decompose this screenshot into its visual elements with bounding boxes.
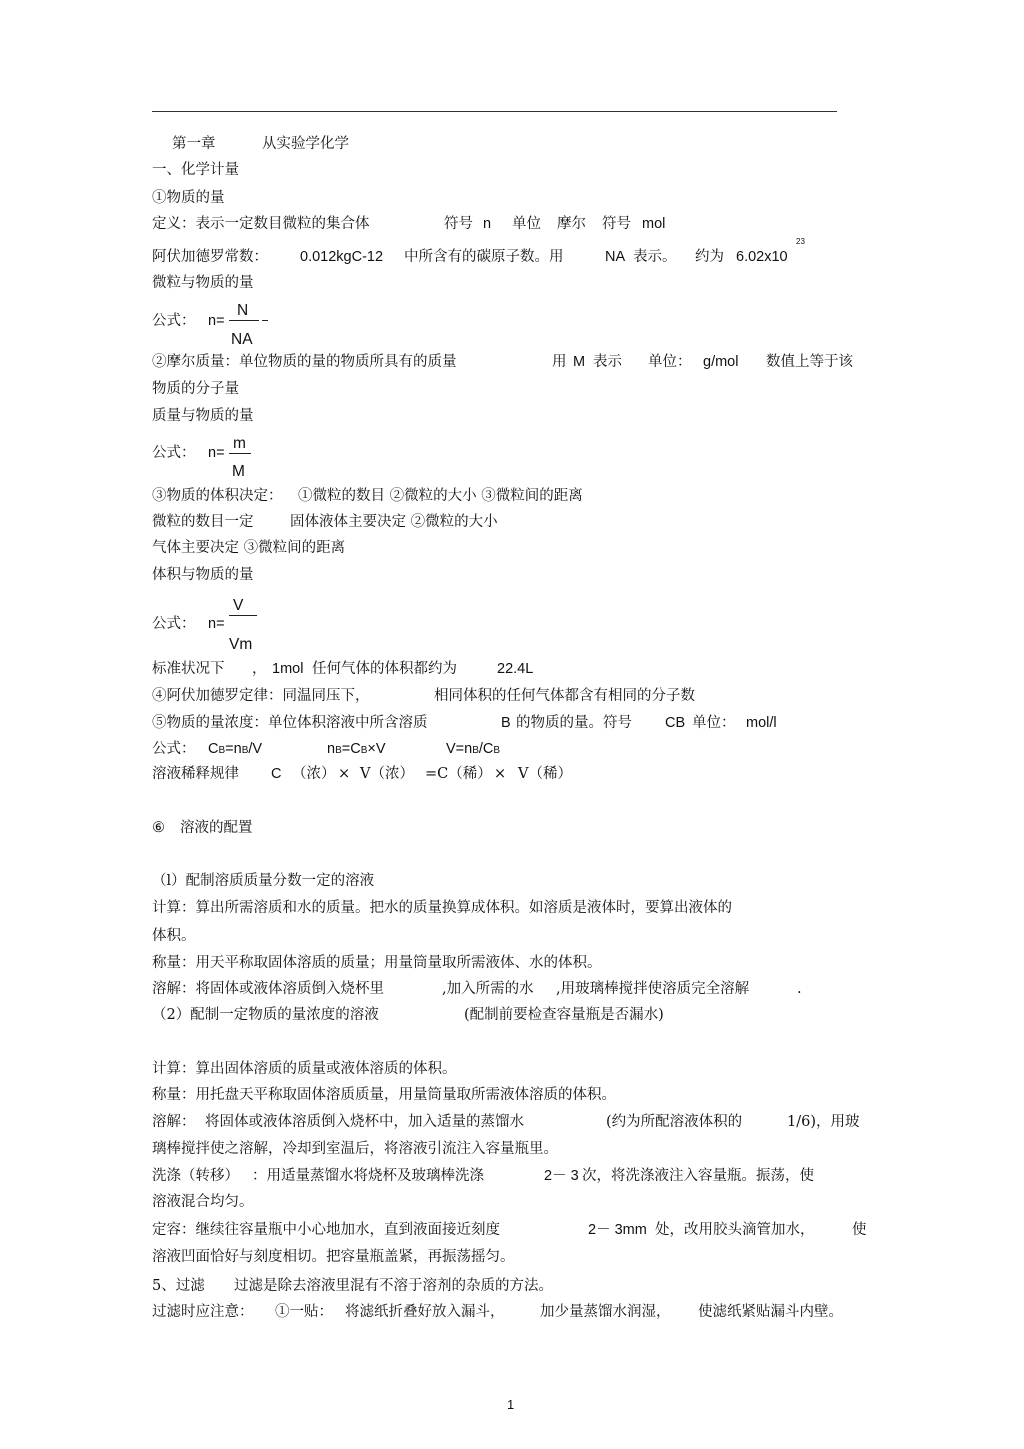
item-title: 溶液的配置	[180, 820, 253, 836]
fix-desc: 定容：继续往容量瓶中小心地加水，直到液面接近刻度	[152, 1222, 500, 1238]
n-sub: B	[335, 745, 342, 756]
n-symbol: n	[327, 741, 336, 757]
formula-label: 公式：	[152, 445, 196, 461]
item-number: ⑥	[152, 820, 165, 836]
page-number: 1	[507, 1397, 515, 1412]
volume-fixed: 微粒的数目一定	[152, 514, 254, 530]
volume-factors: ①微粒的数目 ②微粒的大小 ③微粒间的距离	[298, 488, 583, 504]
formula-label: 公式：	[152, 616, 196, 632]
molar-symbol: M	[573, 354, 586, 370]
div-v: /V	[248, 741, 263, 757]
std-desc: 任何气体的体积都约为	[312, 661, 457, 677]
n-sub: B	[241, 745, 249, 756]
dissolve-1-b: ,加入所需的水	[442, 981, 534, 997]
dissolve-1-d: .	[797, 981, 802, 997]
filtration-stick: 使滤纸紧贴漏斗内壁。	[698, 1304, 843, 1320]
filtration-wet: 加少量蒸馏水润湿，	[540, 1304, 671, 1320]
std-volume: 22.4L	[497, 661, 534, 677]
wash-desc-end: 次，将洗涤液注入容量瓶。振荡，使	[582, 1168, 814, 1184]
std-label: 标准状况下	[152, 661, 225, 677]
unit-symbol-value: mol	[642, 216, 666, 232]
filtration-one-stick: ①一贴：	[275, 1304, 333, 1320]
na-symbol: NA	[605, 249, 626, 265]
dilution-v-dilute: V（稀）	[518, 766, 572, 782]
c-symbol: C	[208, 741, 219, 757]
calc-1: 计算：算出所需溶质和水的质量。把水的质量换算成体积。如溶质是液体时，要算出液体的	[152, 900, 732, 916]
item-amount-of-substance: ①物质的量	[152, 190, 225, 206]
unit-label: 单位	[512, 216, 541, 232]
filtration-note-label: 过滤时应注意：	[152, 1304, 254, 1320]
dissolve-2-c: (约为所配溶液体积的	[606, 1114, 743, 1130]
eq-n: =n	[225, 741, 242, 757]
times-v: ×V	[367, 741, 386, 757]
dissolve-1-a: 溶解：将固体或液体溶质倒入烧杯里	[152, 981, 384, 997]
formula-lhs: n=	[208, 313, 225, 329]
formula-n-part	[327, 740, 386, 760]
law-text: 相同体积的任何气体都含有相同的分子数	[434, 688, 695, 704]
filtration-label: 5、过滤	[152, 1278, 205, 1294]
volume-solid-liquid: 固体液体主要决定 ②微粒的大小	[290, 514, 498, 530]
conc-unit-label: 单位：	[692, 715, 736, 731]
formula-c-part	[208, 740, 262, 760]
unit-symbol-label: 符号	[602, 216, 631, 232]
formula-v-part	[446, 740, 500, 760]
volume-line-3: 气体主要决定 ③微粒间的距离	[152, 540, 346, 556]
fix-desc-2: 处，改用胶头滴管加水，	[655, 1222, 815, 1238]
avogadro-exponent: 23	[796, 237, 805, 246]
dilution-c-dilute: =C（稀）	[425, 766, 492, 782]
dilution-label: 溶液稀释规律	[152, 766, 239, 782]
formula-3-numerator: V	[233, 597, 244, 614]
definition-text: 定义：表示一定数目微粒的集合体	[152, 216, 370, 232]
formula-label: 公式：	[152, 313, 196, 329]
dilution-conc: （浓）	[292, 766, 336, 782]
avogadro-label: 阿伏加德罗常数：	[152, 249, 268, 265]
formula-1-bar	[229, 320, 259, 321]
std-comma: ，	[252, 661, 267, 677]
particles-relation: 微粒与物质的量	[152, 275, 254, 291]
formula-lhs: n=	[208, 445, 225, 461]
chapter-label: 第一章	[172, 136, 216, 152]
symbol-value: n	[483, 216, 492, 232]
calc-1-cont: 体积。	[152, 928, 196, 944]
dilution-times-2: ×	[494, 766, 507, 782]
dissolve-2-cont: 璃棒搅拌使之溶解，冷却到室温后，将溶液引流注入容量瓶里。	[152, 1141, 558, 1157]
carbon-mass: 0.012kgC-12	[300, 249, 384, 265]
wash-label: 洗涤（转移）	[152, 1168, 239, 1184]
molar-use: 用	[552, 354, 567, 370]
c-sub: B	[360, 745, 368, 756]
dissolve-2-a: 溶解：	[152, 1114, 196, 1130]
law-label: ④阿伏加德罗定律：同温同压下，	[152, 688, 370, 704]
formula-label: 公式：	[152, 741, 196, 757]
wash-times: 2－ 3	[544, 1168, 579, 1184]
formula-2-denominator: M	[232, 463, 245, 480]
formula-1-numerator: N	[237, 302, 249, 319]
weigh-1: 称量：用天平称取固体溶质的质量；用量筒量取所需液体、水的体积。	[152, 955, 602, 971]
v-eq-n: V=n	[446, 741, 473, 757]
mass-relation: 质量与物质的量	[152, 408, 254, 424]
wash-line-2: 溶液混合均匀。	[152, 1194, 254, 1210]
dissolve-2-b: 将固体或液体溶质倒入烧杯中，加入适量的蒸馏水	[205, 1114, 524, 1130]
fix-desc-3: 使	[852, 1222, 867, 1238]
calc-2: 计算：算出固体溶质的质量或液体溶质的体积。	[152, 1061, 457, 1077]
chapter-title: 从实验学化学	[262, 136, 349, 152]
dissolve-2-d: 1/6)，用玻	[787, 1114, 860, 1130]
avogadro-desc: 中所含有的碳原子数。用	[404, 249, 564, 265]
wash-desc: ：用适量蒸馏水将烧杯及玻璃棒洗涤	[252, 1168, 484, 1184]
molar-note: 数值上等于该	[766, 354, 853, 370]
part-2-note: (配制前要检查容量瓶是否漏水)	[464, 1007, 664, 1023]
formula-3-denominator: Vm	[229, 636, 253, 653]
formula-2-numerator: m	[233, 435, 246, 452]
molar-unit-label: 单位：	[648, 354, 692, 370]
dilution-c: C	[271, 766, 282, 782]
formula-1-denominator: NA	[231, 331, 253, 348]
c-sub: B	[218, 745, 226, 756]
formula-3-bar	[229, 615, 257, 616]
filtration-fold: 将滤纸折叠好放入漏斗，	[345, 1304, 505, 1320]
dissolve-1-c: ,用玻璃棒搅拌使溶质完全溶解	[556, 981, 750, 997]
avogadro-desc-end: 表示。	[633, 249, 677, 265]
conc-unit: mol/l	[746, 715, 777, 731]
volume-label: ③物质的体积决定：	[152, 488, 283, 504]
part-1-heading: （l）配制溶质质量分数一定的溶液	[152, 873, 375, 889]
approx-label: 约为	[695, 249, 724, 265]
div-c: /C	[478, 741, 494, 757]
formula-lhs: n=	[208, 616, 225, 632]
filtration-def: 过滤是除去溶液里混有不溶于溶剂的杂质的方法。	[234, 1278, 553, 1294]
fix-distance: 2－ 3mm	[588, 1222, 647, 1238]
unit-value: 摩尔	[557, 216, 586, 232]
dilution-times: ×	[338, 766, 351, 782]
volume-relation: 体积与物质的量	[152, 567, 254, 583]
section-heading: 一、化学计量	[152, 162, 239, 178]
molar-express: 表示	[593, 354, 622, 370]
molar-mass-line-2: 物质的分子量	[152, 381, 239, 397]
conc-b: B	[501, 715, 511, 731]
formula-1-bar-tail	[262, 320, 268, 321]
fix-volume-line-2: 溶液凹面恰好与刻度相切。把容量瓶盖紧，再振荡摇匀。	[152, 1249, 515, 1265]
symbol-label: 符号	[444, 216, 473, 232]
avogadro-value: 6.02x10	[736, 249, 788, 265]
molar-mass-def: ②摩尔质量：单位物质的量的物质所具有的质量	[152, 354, 457, 370]
weigh-2: 称量：用托盘天平称取固体溶质质量，用量筒量取所需液体溶质的体积。	[152, 1087, 616, 1103]
header-rule	[152, 111, 837, 112]
formula-2-bar	[229, 453, 251, 454]
molar-unit: g/mol	[703, 354, 739, 370]
part-2-title: （2）配制一定物质的量浓度的溶液	[152, 1007, 379, 1023]
eq-c: =C	[341, 741, 361, 757]
n-sub: B	[472, 745, 479, 756]
std-mol: 1mol	[272, 661, 304, 677]
conc-symbol: CB	[665, 715, 686, 731]
dilution-v-conc: V（浓）	[360, 766, 414, 782]
conc-desc: 的物质的量。符号	[516, 715, 632, 731]
c-sub: B	[493, 745, 501, 756]
conc-def: ⑤物质的量浓度：单位体积溶液中所含溶质	[152, 715, 428, 731]
